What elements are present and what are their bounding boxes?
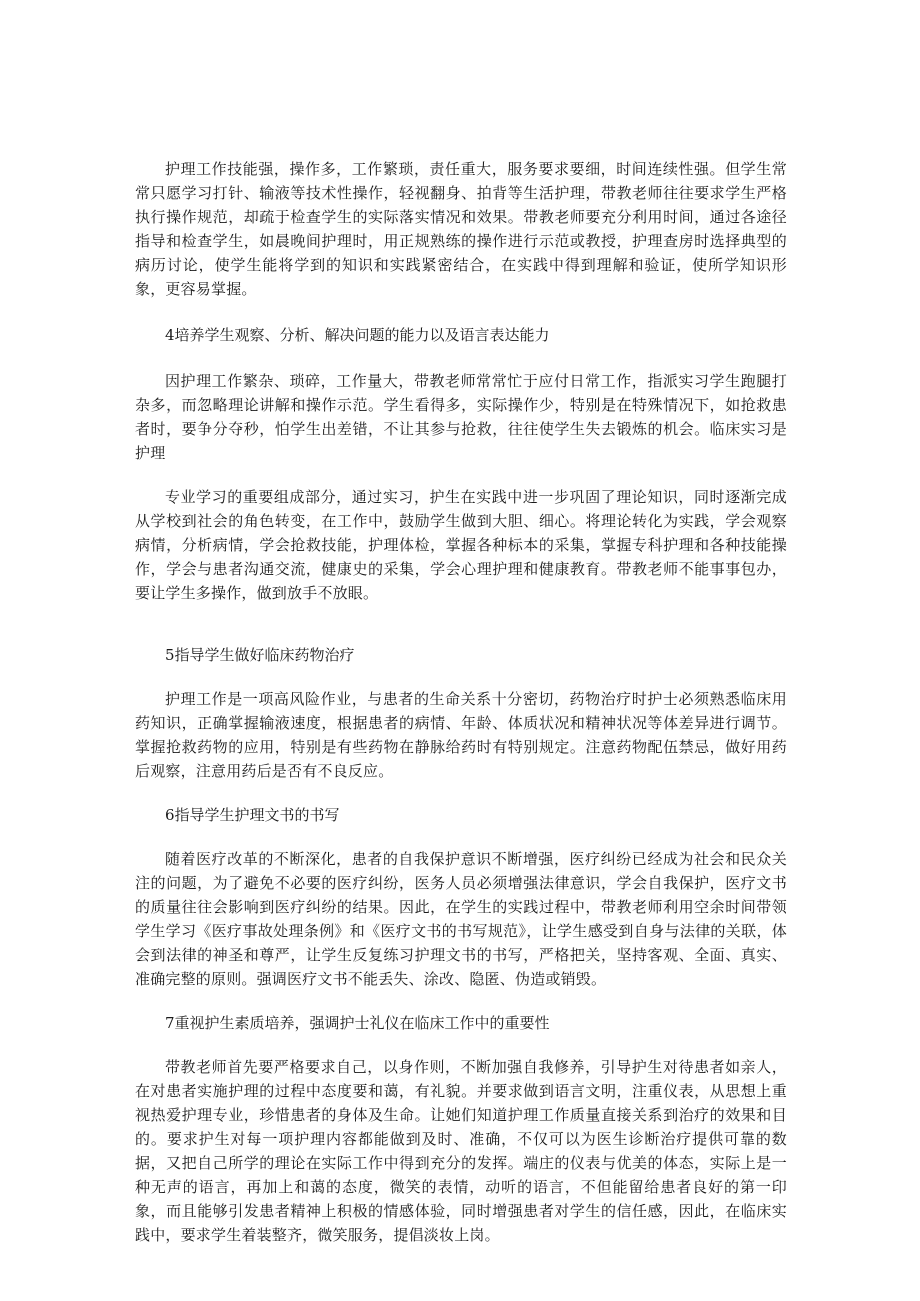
section-heading-7: 7重视护生素质培养，强调护士礼仪在临床工作中的重要性 bbox=[165, 1014, 550, 1032]
paragraph-observation-ability: 因护理工作繁杂、琐碎，工作量大，带教老师常常忙于应付日常工作，指派实习学生跑腿打杂多，而忽略理论讲解和操作示范。学生看得多，实际操作少，特别是在特殊情况下，如抢救患者时，要争分夺秒，怕学生出差错，不让其参与抢救，往往使学生失去锻炼的机会。临床实习是护理 bbox=[135, 372, 787, 462]
paragraph-nurse-etiquette: 带教老师首先要严格要求自己，以身作则，不断加强自我修养，引导护生对待患者如亲人，在对患者实施护理的过程中态度要和蔼，有礼貌。并要求做到语言文明，注重仪表，从思想上重视热爱护理专业，珍惜患者的身体及生命。让她们知道护理工作质量直接关系到治疗的效果和目的。要求护生对每一项护理内容都能做到及时、准确，不仅可以为医生诊断治疗提供可靠的数据，又把自己所学的理论在实际工作中得到充分的发挥。端庄的仪表与优美的体态，实际上是一种无声的语言，再加上和蔼的态度，微笑的表情，动听的语言，不但能留给患者良好的第一印象，而且能够引发患者精神上积极的情感体验，同时增强患者对学生的信任感，因此，在临床实践中，要求学生着装整齐，微笑服务，提倡淡妆上岗。 bbox=[135, 1058, 787, 1244]
paragraph-nursing-documents: 随着医疗改革的不断深化，患者的自我保护意识不断增强，医疗纠纷已经成为社会和民众关注的问题，为了避免不必要的医疗纠纷，医务人员必须增强法律意识，学会自我保护，医疗文书的质量往往会影响到医疗纠纷的结果。因此，在学生的实践过程中，带教老师利用空余时间带领学生学习《医疗事故处理条例》和《医疗文书的书写规范》，让学生感受到自身与法律的关联，体会到法律的神圣和尊严，让学生反复练习护理文书的书写，严格把关，坚持客观、全面、真实、准确完整的原则。强调医疗文书不能丢失、涂改、隐匿、伪造或销毁。 bbox=[135, 850, 787, 988]
section-heading-4: 4培养学生观察、分析、解决问题的能力以及语言表达能力 bbox=[165, 326, 550, 344]
section-heading-5: 5指导学生做好临床药物治疗 bbox=[165, 646, 355, 664]
document-body bbox=[135, 157, 787, 1247]
paragraph-nursing-skills: 护理工作技能强，操作多，工作繁琐，责任重大，服务要求要细，时间连续性强。但学生常常只愿学习打针、输液等技术性操作，轻视翻身、拍背等生活护理，带教老师往往要求学生严格执行操作规范，却疏于检查学生的实际落实情况和效果。带教老师要充分利用时间，通过各途径指导和检查学生，如晨晚间护理时，用正规熟练的操作进行示范或教授，护理查房时选择典型的病历讨论，使学生能将学到的知识和实践紧密结合，在实践中得到理解和验证，使所学知识形象，更容易掌握。 bbox=[135, 160, 787, 298]
section-heading-6: 6指导学生护理文书的书写 bbox=[165, 806, 340, 824]
paragraph-drug-therapy: 护理工作是一项高风险作业，与患者的生命关系十分密切，药物治疗时护士必须熟悉临床用药知识，正确掌握输液速度，根据患者的病情、年龄、体质状况和精神状况等体差异进行调节。掌握抢救药物的应用，特别是有些药物在静脉给药时有特别规定。注意药物配伍禁忌，做好用药后观察，注意用药后是否有不良反应。 bbox=[135, 690, 787, 780]
paragraph-professional-learning: 专业学习的重要组成部分，通过实习，护生在实践中进一步巩固了理论知识，同时逐渐完成从学校到社会的角色转变，在工作中，鼓励学生做到大胆、细心。将理论转化为实践，学会观察病情，分析病情，学会抢救技能，护理体检，掌握各种标本的采集，掌握专科护理和各种技能操作，学会与患者沟通交流，健康史的采集，学会心理护理和健康教育。带教老师不能事事包办，要让学生多操作，做到放手不放眼。 bbox=[135, 488, 787, 602]
